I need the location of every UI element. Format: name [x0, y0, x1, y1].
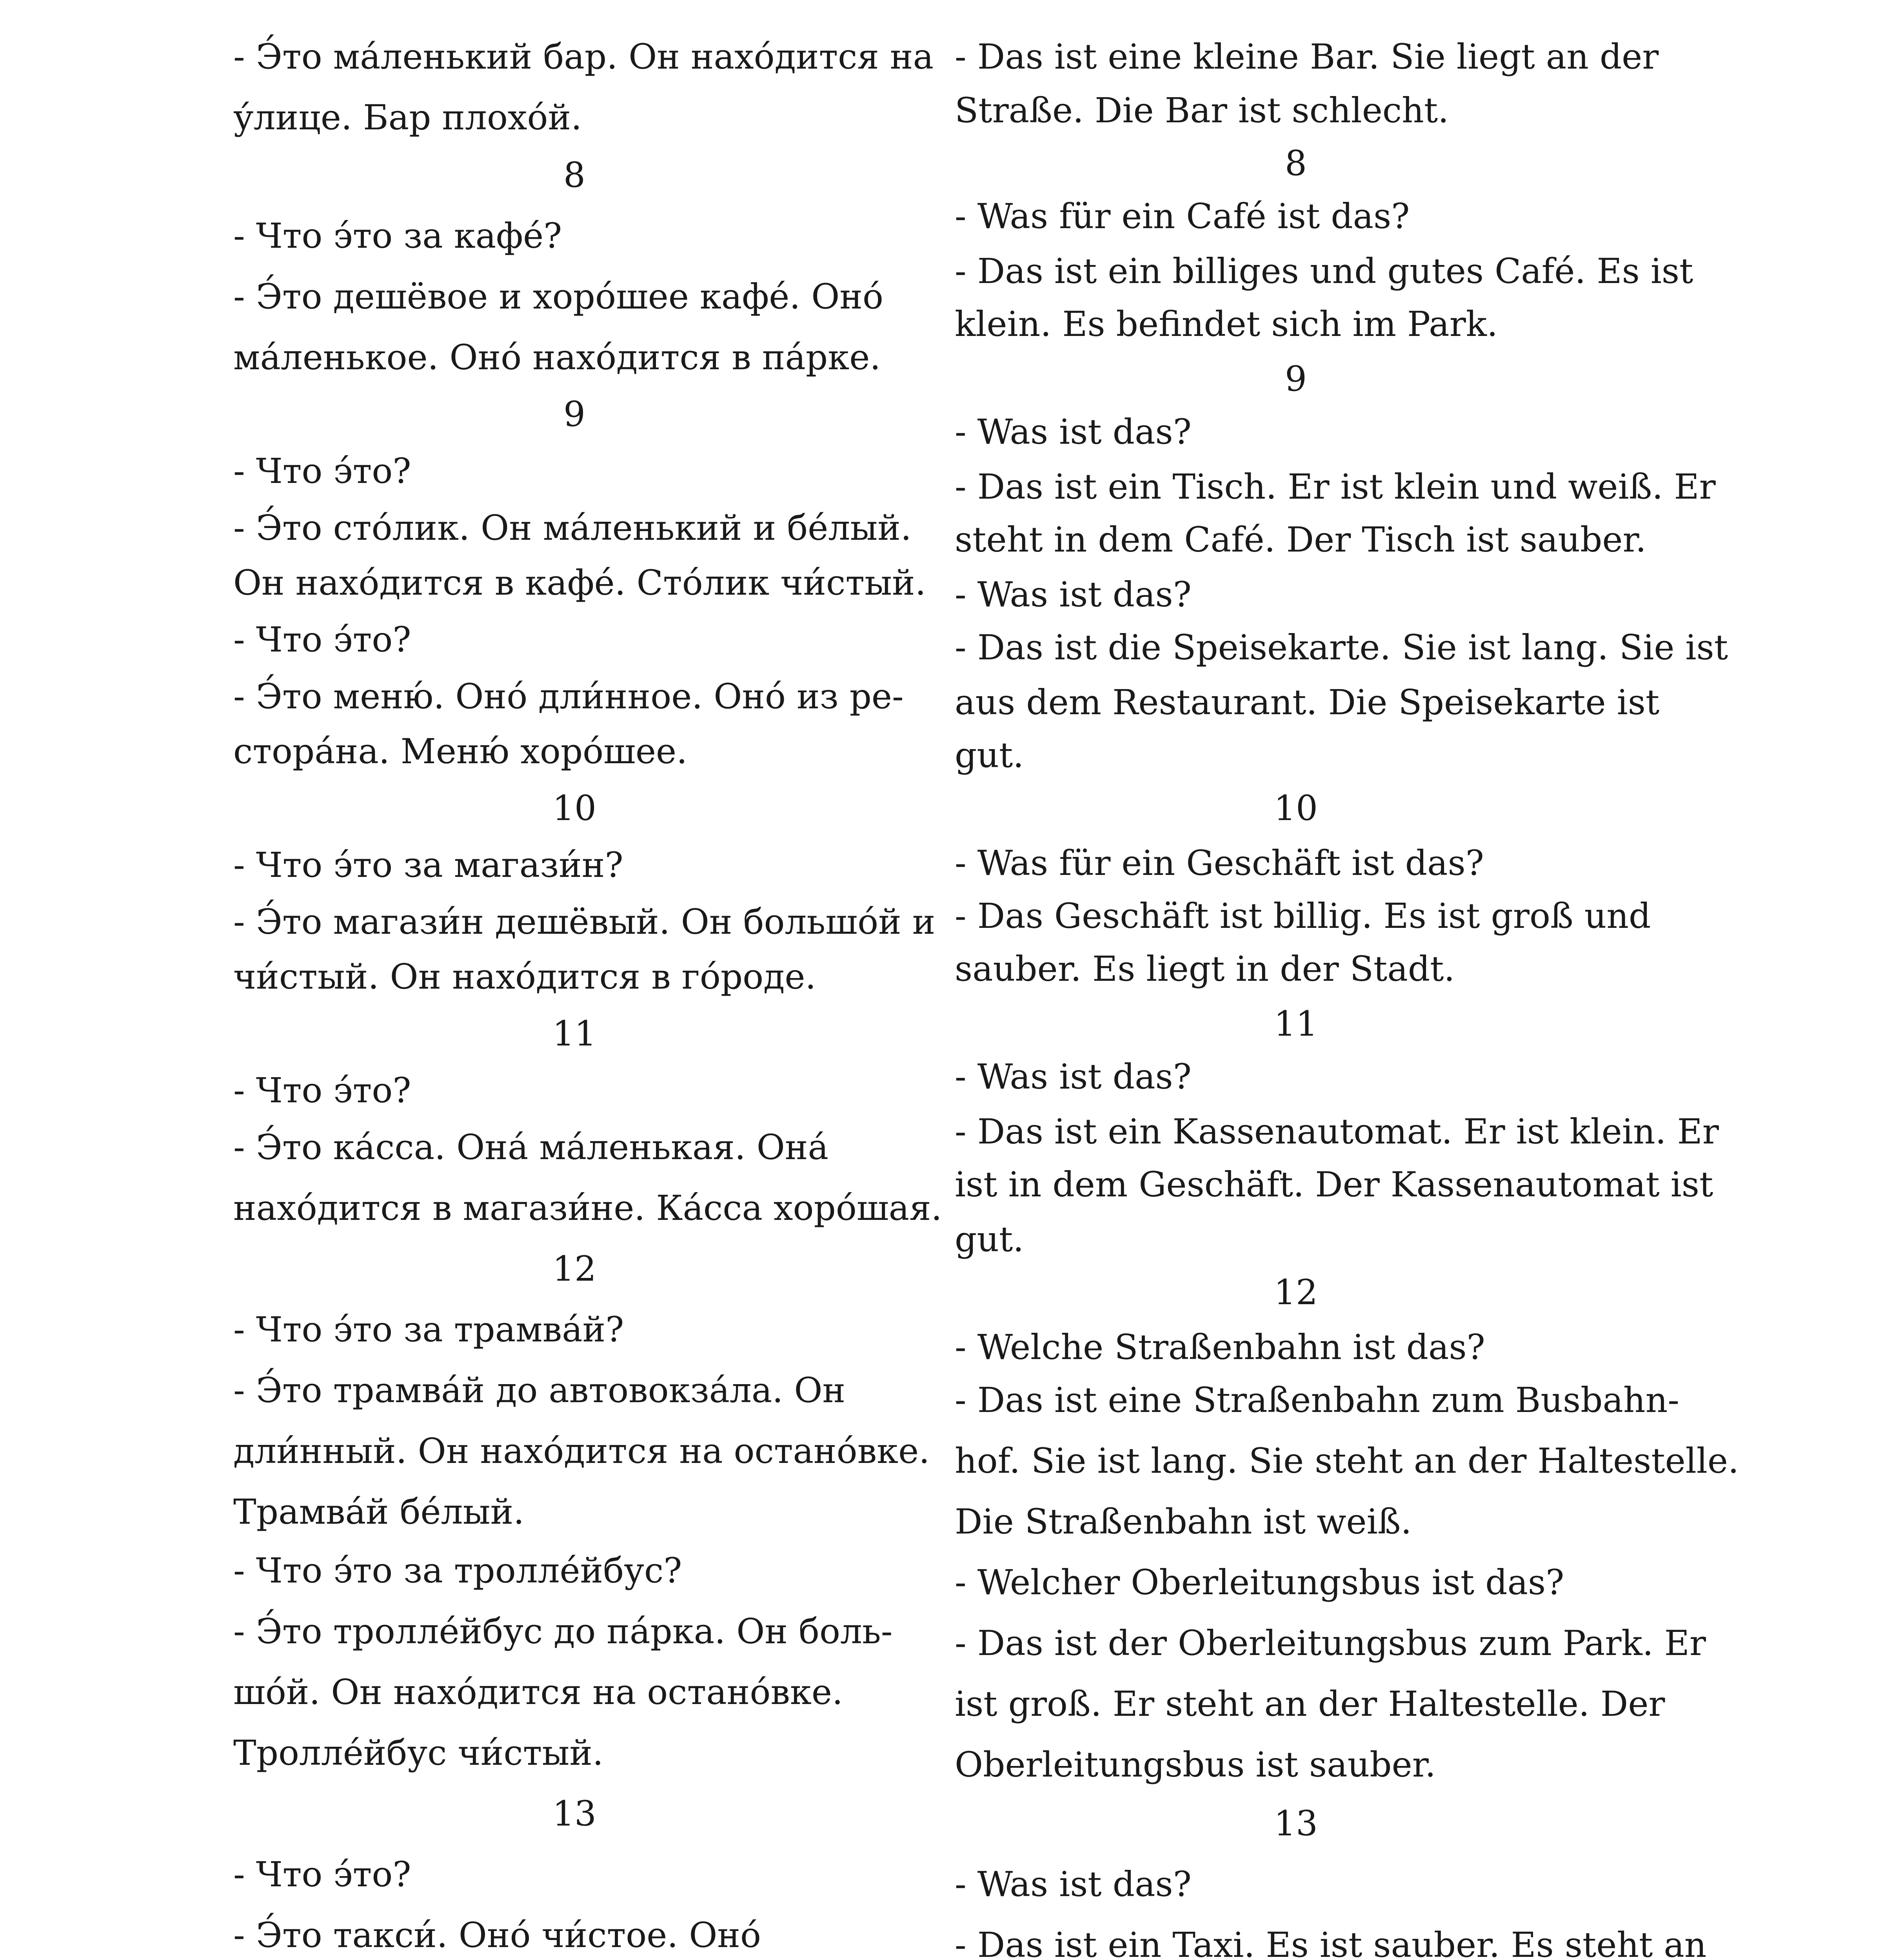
text-line: - Э́то ка́сса. Она́ ма́ленькая. Она́: [233, 1127, 828, 1167]
text-line: - Э́то меню́. Оно́ дли́нное. Оно́ из ре-: [233, 676, 904, 717]
text-line: у́лице. Бар плохо́й.: [233, 97, 582, 138]
text-line: steht in dem Café. Der Tisch ist sauber.: [955, 519, 1646, 560]
text-line: - Э́то сто́лик. Он ма́ленький и бе́лый.: [233, 508, 912, 548]
text-line: - Что э́то за тролле́йбус?: [233, 1550, 682, 1591]
section-number: 8: [563, 155, 585, 195]
text-line: ist in dem Geschäft. Der Kassenautomat ist: [955, 1164, 1713, 1205]
text-line: ist groß. Er steht an der Haltestelle. Der: [955, 1684, 1665, 1724]
section-number: 9: [1285, 359, 1307, 399]
text-line: Трамва́й бе́лый.: [233, 1492, 525, 1532]
section-number: 11: [552, 1013, 596, 1054]
text-line: - Э́то магази́н дешёвый. Он большо́й и: [233, 902, 936, 942]
section-number: 10: [552, 788, 596, 828]
text-line: sauber. Es liegt in der Stadt.: [955, 949, 1455, 989]
text-line: Тролле́йбус чи́стый.: [233, 1733, 604, 1773]
text-line: Oberleitungsbus ist sauber.: [955, 1744, 1436, 1785]
section-number: 11: [1274, 1004, 1318, 1044]
text-line: - Что э́то?: [233, 1854, 411, 1895]
text-line: - Что э́то?: [233, 451, 411, 491]
section-number: 12: [552, 1249, 596, 1289]
text-line: - Was ist das?: [955, 1864, 1192, 1904]
text-line: gut.: [955, 1219, 1024, 1259]
text-line: - Was für ein Geschäft ist das?: [955, 843, 1484, 883]
text-line: gut.: [955, 735, 1024, 775]
text-line: - Э́то дешёвое и хоро́шее кафе́. Оно́: [233, 276, 884, 317]
text-line: klein. Es befindet sich im Park.: [955, 304, 1498, 344]
text-line: - Das ist ein Kassenautomat. Er ist klein. Er: [955, 1111, 1719, 1152]
text-line: дли́нный. Он нахо́дится на остано́вке.: [233, 1431, 930, 1471]
text-line: - Das ist ein Tisch. Er ist klein und weiß. Er: [955, 466, 1716, 507]
section-number: 8: [1285, 143, 1307, 183]
text-line: - Что э́то за магази́н?: [233, 845, 623, 885]
section-number: 9: [563, 394, 585, 434]
text-line: чи́стый. Он нахо́дится в го́роде.: [233, 956, 816, 997]
text-line: шо́й. Он нахо́дится на остано́вке.: [233, 1672, 843, 1712]
text-line: aus dem Restaurant. Die Speisekarte ist: [955, 682, 1660, 722]
text-line: Die Straßenbahn ist weiß.: [955, 1501, 1412, 1542]
section-number: 13: [1274, 1803, 1318, 1844]
text-line: - Das ist der Oberleitungsbus zum Park. Er: [955, 1623, 1706, 1663]
text-line: - Э́то трамва́й до автовокза́ла. Он: [233, 1370, 846, 1410]
text-line: - Э́то ма́ленький бар. Он нахо́дится на: [233, 36, 934, 77]
text-line: Он нахо́дится в кафе́. Сто́лик чи́стый.: [233, 563, 926, 603]
text-line: - Что э́то за кафе́?: [233, 216, 562, 256]
text-line: - Das Geschäft ist billig. Es ist groß und: [955, 896, 1651, 936]
text-line: - Э́то такси́. Оно́ чи́стое. Оно́: [233, 1915, 761, 1955]
text-line: - Was ist das?: [955, 412, 1192, 452]
text-line: - Э́то тролле́йбус до па́рка. Он боль-: [233, 1611, 893, 1651]
text-line: - Was für ein Café ist das?: [955, 196, 1410, 236]
text-line: - Welche Straßenbahn ist das?: [955, 1327, 1485, 1367]
text-line: нахо́дится в магази́не. Ка́сса хоро́шая.: [233, 1188, 942, 1228]
section-number: 13: [552, 1793, 596, 1834]
text-line: - Das ist ein Taxi. Es ist sauber. Es steht an: [955, 1925, 1707, 1960]
text-line: - Das ist eine kleine Bar. Sie liegt an der: [955, 36, 1659, 77]
text-line: - Welcher Oberleitungsbus ist das?: [955, 1562, 1564, 1602]
text-line: Straße. Die Bar ist schlecht.: [955, 90, 1449, 131]
text-line: - Was ist das?: [955, 574, 1192, 615]
text-line: ма́ленькое. Оно́ нахо́дится в па́рке.: [233, 337, 881, 377]
text-line: - Was ist das?: [955, 1056, 1192, 1097]
text-line: - Что э́то за трамва́й?: [233, 1309, 624, 1350]
section-number: 10: [1274, 788, 1318, 828]
text-line: - Что э́то?: [233, 619, 411, 660]
text-line: hof. Sie ist lang. Sie steht an der Haltestelle.: [955, 1441, 1739, 1481]
section-number: 12: [1274, 1272, 1318, 1312]
text-line: - Das ist ein billiges und gutes Café. Es ist: [955, 251, 1693, 291]
text-line: - Das ist die Speisekarte. Sie ist lang. Sie ist: [955, 627, 1728, 668]
text-line: - Что э́то?: [233, 1070, 411, 1111]
text-line: стора́на. Меню́ хоро́шее.: [233, 731, 688, 771]
text-line: - Das ist eine Straßenbahn zum Busbahn-: [955, 1380, 1680, 1420]
